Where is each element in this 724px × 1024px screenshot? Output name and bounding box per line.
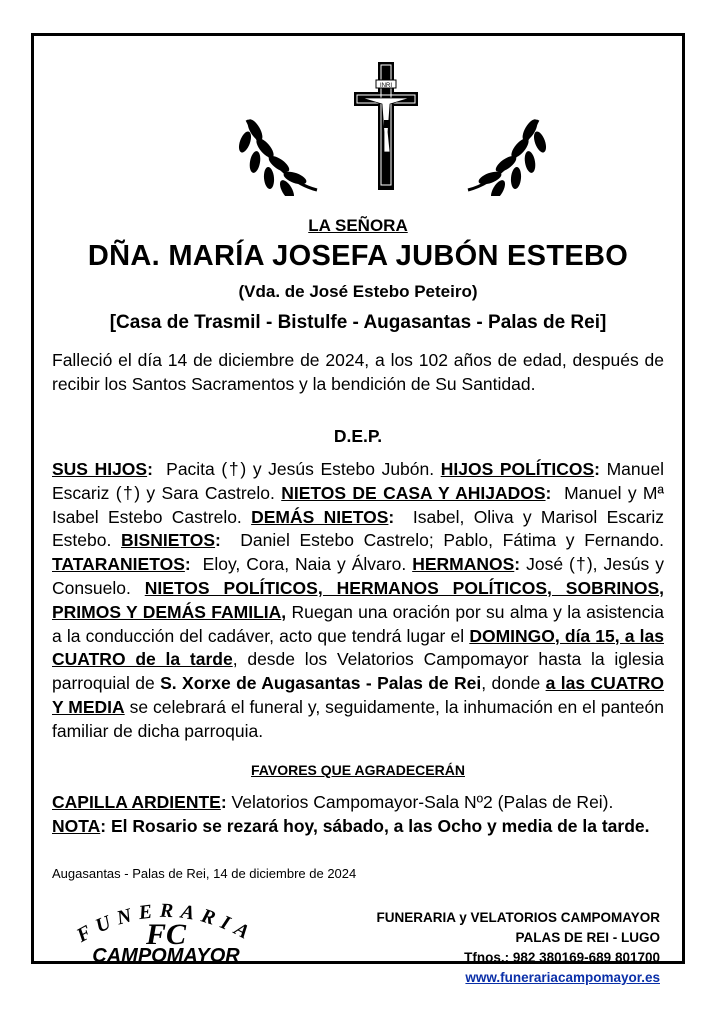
demas-nietos-label: DEMÁS NIETOS bbox=[251, 506, 389, 527]
hijos-label: SUS HIJOS bbox=[52, 459, 148, 479]
crucifix-icon bbox=[354, 62, 418, 190]
bisnietos-label: BISNIETOS bbox=[121, 530, 216, 551]
widow-line: (Vda. de José Estebo Peteiro) bbox=[238, 282, 478, 301]
logo-brand: CAMPOMAYOR bbox=[92, 945, 240, 962]
inri-sign: INRI bbox=[380, 83, 392, 89]
dep-line: D.E.P. bbox=[333, 426, 383, 446]
nota-label: NOTA bbox=[52, 816, 101, 836]
laurel-right-icon bbox=[458, 100, 548, 196]
ceremony-date-time: DOMINGO, día 15, a las CUATRO de la tarde bbox=[52, 625, 664, 670]
tataranietos-text: Eloy, Cora, Naia y Álvaro. bbox=[202, 554, 407, 575]
death-notice: Falleció el día 14 de diciembre de 2024, a los 102 años de edad, después de recibir los Santos Sacramentos y la bendición de Su Santidad. bbox=[52, 350, 664, 394]
ceremony-outro: se celebrará el funeral y, seguidamente, la inhumación en el panteón familiar de dicha parroquia. bbox=[52, 696, 664, 741]
funeraria-contact bbox=[376, 908, 660, 988]
laurel-left-icon bbox=[237, 100, 327, 196]
funeraria-logo bbox=[56, 898, 276, 962]
hijos-politicos-text: Manuel Escariz (†) y Sara Castrelo. bbox=[52, 459, 664, 503]
bisnietos-text: Daniel Estebo Castrelo; Pablo, Fátima y Fernando. bbox=[240, 530, 664, 551]
funeral-time: a las CUATRO Y MEDIA bbox=[52, 673, 665, 717]
church-name: S. Xorxe de Augasantas - Palas de Rei bbox=[160, 673, 482, 694]
notice-content bbox=[34, 36, 682, 985]
ceremony-intro: Ruegan una oración por su alma y la asistencia a la conducción del cadáver, acto que tendrá lugar el bbox=[52, 601, 664, 646]
notice-frame bbox=[31, 33, 685, 985]
resto-familia-label: NIETOS POLÍTICOS, HERMANOS POLÍTICOS, SOBRINOS, PRIMOS Y DEMÁS FAMILIA bbox=[52, 577, 664, 622]
logo-monogram: FC bbox=[145, 918, 187, 951]
ceremony-where: , donde bbox=[481, 673, 541, 694]
capilla-label: CAPILLA ARDIENTE bbox=[52, 792, 221, 812]
funeraria-name: FUNERARIA y VELATORIOS CAMPOMAYOR bbox=[376, 910, 660, 925]
logo-arc-text: FUNERARIA bbox=[72, 899, 260, 947]
nota: NOTA: El Rosario se rezará hoy, sábado, a las Ocho y media de la tarde. bbox=[52, 816, 650, 836]
deceased-name: DÑA. MARÍA JOSEFA JUBÓN ESTEBO bbox=[87, 240, 629, 272]
funeraria-phones: Tfnos.: 982 380169-689 801700 bbox=[464, 950, 660, 965]
hermanos-label: HERMANOS bbox=[412, 554, 515, 575]
title-prefix: LA SEÑORA bbox=[308, 216, 408, 235]
capilla-text: Velatorios Campomayor-Sala Nº2 (Palas de Rei). bbox=[231, 792, 614, 812]
favores-line: FAVORES QUE AGRADECERÁN bbox=[251, 762, 465, 778]
nota-text: El Rosario se rezará hoy, sábado, a las Ocho y media de la tarde. bbox=[110, 816, 650, 836]
nietos-casa-text: Manuel y Mª Isabel Estebo Castrelo. bbox=[52, 482, 664, 527]
demas-nietos-text: Isabel, Oliva y Marisol Escariz Estebo. bbox=[52, 506, 664, 551]
house-line: [Casa de Trasmil - Bistulfe - Augasantas - Palas de Rei] bbox=[109, 312, 607, 333]
family-and-ceremony: SUS HIJOS: Pacita (†) y Jesús Estebo Jubón. HIJOS POLÍTICOS: Manuel Escariz (†) y Sara Castrelo. NIETOS DE CASA Y AHIJADOS: Manuel y Mª Isabel Estebo Castrelo. DEMÁS NIETOS: Isabel, Oliva y Marisol Escariz Estebo. BISNIETOS: Daniel Estebo Castrelo; Pablo, Fátima y Fernando. TATARANIETOS: Eloy, Cora, Naia y Álvaro. HERMANOS: José (†), Jesús y Consuelo. NIETOS POLÍTICOS, HERMANOS POLÍTICOS, SOBRINOS, PRIMOS Y DEMÁS FAMILIA, Ruegan una oración por su alma y la asistencia a la conducción del cadáver, acto que tendrá lugar el DOMINGO, día 15, a las CUATRO de la tarde, desde los Velatorios Campomayor hasta la iglesia parroquial de S. Xorxe de Augasantas - Palas de Rei, donde a las CUATRO Y MEDIA se celebrará el funeral y, seguidamente, la inhumación en el panteón familiar de dicha parroquia. bbox=[52, 459, 665, 741]
resto-suffix: , bbox=[281, 601, 287, 622]
nietos-casa-label: NIETOS DE CASA Y AHIJADOS bbox=[281, 482, 546, 503]
ceremony-route: , desde los Velatorios Campomayor hasta la iglesia parroquial de bbox=[52, 649, 664, 694]
hermanos-text: José (†), Jesús y Consuelo. bbox=[52, 554, 664, 598]
place-date: Augasantas - Palas de Rei, 14 de diciembre de 2024 bbox=[52, 866, 357, 881]
hijos-text: Pacita (†) y Jesús Estebo Jubón. bbox=[166, 459, 435, 479]
funeraria-location: PALAS DE REI - LUGO bbox=[515, 930, 660, 945]
tataranietos-label: TATARANIETOS bbox=[52, 554, 185, 575]
funeraria-web-link[interactable]: www.funerariacampomayor.es bbox=[465, 970, 660, 985]
capilla-ardiente: CAPILLA ARDIENTE: Velatorios Campomayor-Sala Nº2 (Palas de Rei). bbox=[52, 792, 614, 812]
hijos-politicos-label: HIJOS POLÍTICOS bbox=[440, 459, 595, 479]
